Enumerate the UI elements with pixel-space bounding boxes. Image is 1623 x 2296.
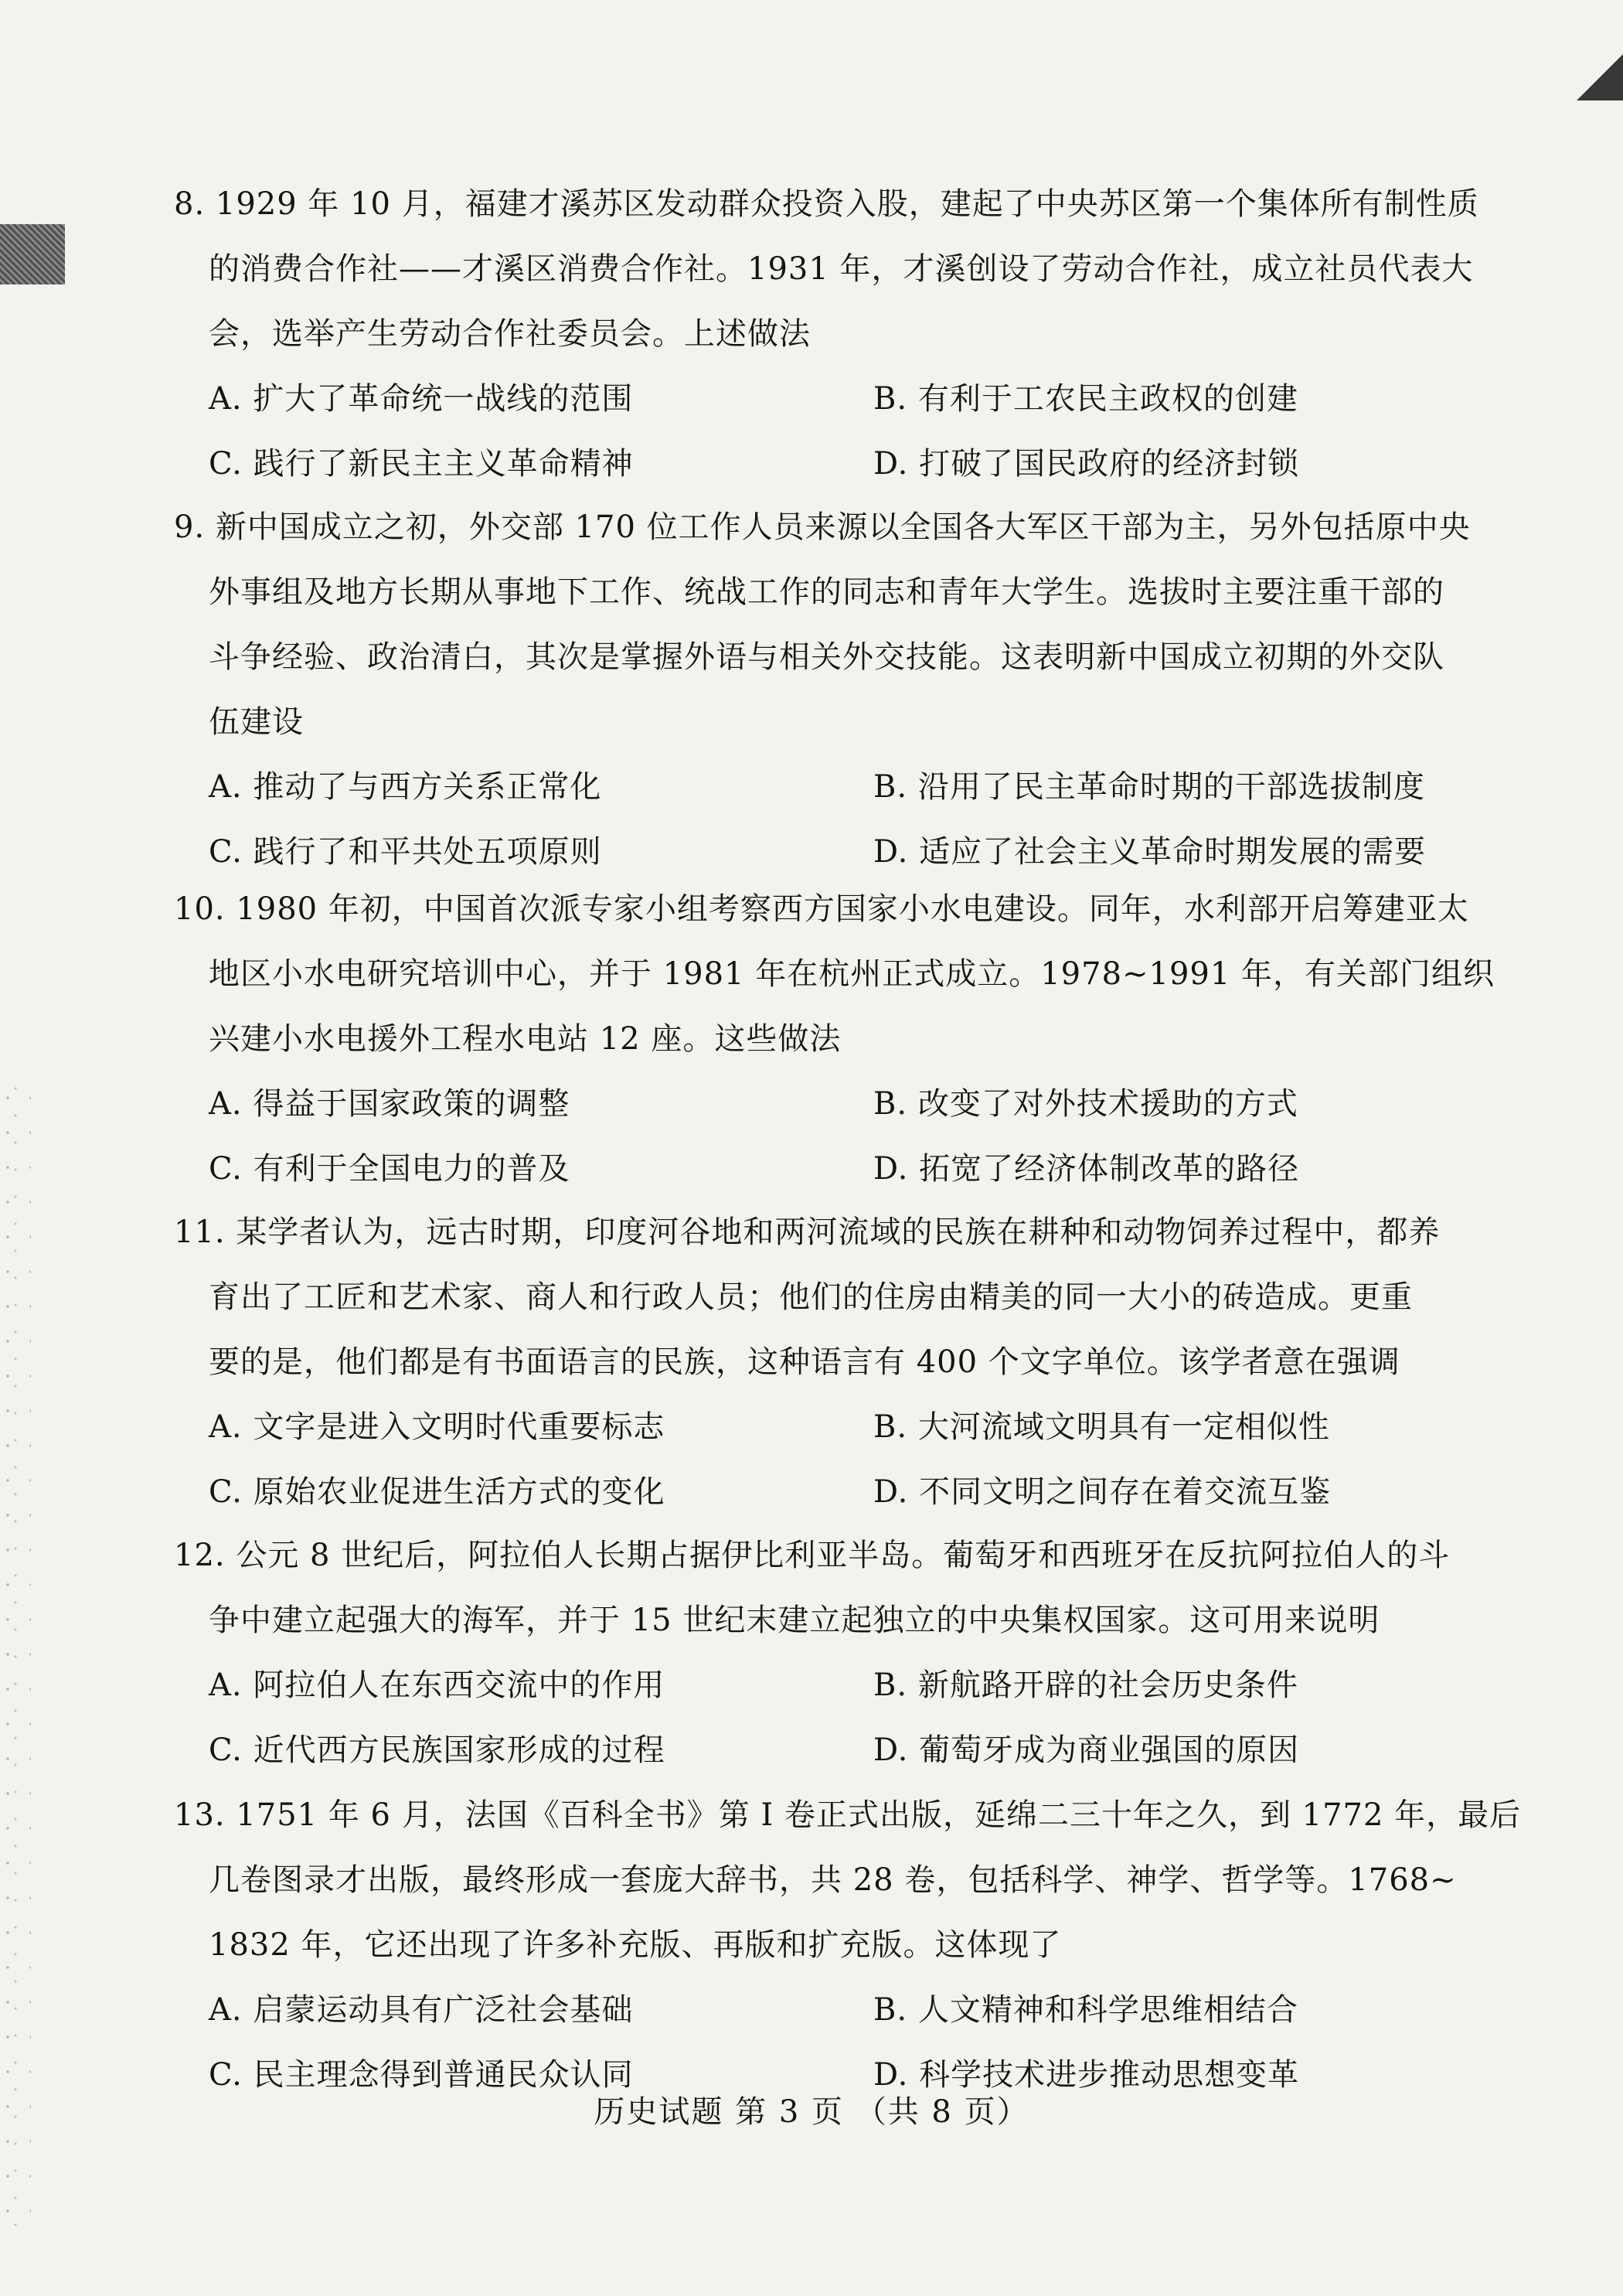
question-text-line: 兴建小水电援外工程水电站 12 座。这些做法 [209, 1021, 842, 1057]
question-text-line: 外事组及地方长期从事地下工作、统战工作的同志和青年大学生。选拔时主要注重干部的 [209, 574, 1444, 610]
question-text-line: 要的是，他们都是有书面语言的民族，这种语言有 400 个文字单位。该学者意在强调 [209, 1344, 1400, 1380]
scan-artifact [0, 1082, 31, 2242]
question-8 [174, 172, 1519, 496]
option-c: C. 近代西方民族国家形成的过程 [209, 1732, 665, 1768]
option-c: C. 践行了和平共处五项原则 [209, 834, 602, 870]
question-text-line: 育出了工匠和艺术家、商人和行政人员；他们的住房由精美的同一大小的砖造成。更重 [209, 1279, 1413, 1315]
scan-artifact [1577, 54, 1623, 100]
question-11 [174, 1200, 1519, 1524]
question-text-line: 几卷图录才出版，最终形成一套庞大辞书，共 28 卷，包括科学、神学、哲学等。1768~ [209, 1862, 1457, 1898]
question-text-line: 13. 1751 年 6 月，法国《百科全书》第 I 卷正式出版，延绵二三十年之久，到 1772 年，最后 [174, 1797, 1522, 1833]
question-text-line: 8. 1929 年 10 月，福建才溪苏区发动群众投资入股，建起了中央苏区第一个集体所有制性质 [174, 186, 1479, 222]
option-d: D. 适应了社会主义革命时期发展的需要 [873, 834, 1427, 870]
option-b: B. 有利于工农民主政权的创建 [873, 381, 1298, 417]
option-a: A. 阿拉伯人在东西交流中的作用 [209, 1667, 665, 1703]
option-b: B. 人文精神和科学思维相结合 [873, 1992, 1298, 2028]
question-text-line: 斗争经验、政治清白，其次是掌握外语与相关外交技能。这表明新中国成立初期的外交队 [209, 639, 1444, 675]
option-b: B. 大河流域文明具有一定相似性 [873, 1409, 1330, 1445]
option-b: B. 沿用了民主革命时期的干部选拔制度 [873, 769, 1425, 805]
question-text-line: 10. 1980 年初，中国首次派专家小组考察西方国家小水电建设。同年，水利部开启筹建亚太 [174, 891, 1469, 927]
question-text-line: 争中建立起强大的海军，并于 15 世纪末建立起独立的中央集权国家。这可用来说明 [209, 1603, 1380, 1638]
question-text-line: 会，选举产生劳动合作社委员会。上述做法 [209, 316, 811, 352]
question-text-line: 地区小水电研究培训中心，并于 1981 年在杭州正式成立。1978~1991 年，有关部门组织 [209, 956, 1495, 992]
option-c: C. 原始农业促进生活方式的变化 [209, 1474, 665, 1510]
question-10 [174, 877, 1519, 1201]
options-grid [174, 755, 1519, 884]
page-footer: 历史试题 第 3 页 （共 8 页） [594, 2094, 1029, 2130]
options-grid [174, 1395, 1519, 1524]
options-grid [174, 1071, 1519, 1201]
option-d: D. 科学技术进步推动思想变革 [873, 2057, 1300, 2093]
question-text-line: 1832 年，它还出现了许多补充版、再版和扩充版。这体现了 [209, 1927, 1062, 1963]
option-a: A. 文字是进入文明时代重要标志 [209, 1409, 665, 1445]
option-a: A. 启蒙运动具有广泛社会基础 [209, 1992, 634, 2028]
option-d: D. 拓宽了经济体制改革的路径 [873, 1151, 1300, 1187]
question-text-line: 伍建设 [209, 704, 304, 740]
option-c: C. 践行了新民主主义革命精神 [209, 446, 634, 482]
question-9 [174, 495, 1519, 884]
option-b: B. 改变了对外技术援助的方式 [873, 1086, 1298, 1122]
question-12 [174, 1523, 1519, 1783]
option-a: A. 扩大了革命统一战线的范围 [209, 381, 634, 417]
option-a: A. 推动了与西方关系正常化 [209, 769, 602, 805]
scan-artifact [0, 224, 65, 284]
question-text-line: 11. 某学者认为，远古时期，印度河谷地和两河流域的民族在耕种和动物饲养过程中，都养 [174, 1214, 1441, 1250]
option-b: B. 新航路开辟的社会历史条件 [873, 1667, 1298, 1703]
option-d: D. 打破了国民政府的经济封锁 [873, 446, 1300, 482]
question-text-line: 的消费合作社——才溪区消费合作社。1931 年，才溪创设了劳动合作社，成立社员代表大 [209, 251, 1474, 287]
option-a: A. 得益于国家政策的调整 [209, 1086, 570, 1122]
option-d: D. 不同文明之间存在着交流互鉴 [873, 1474, 1332, 1510]
question-text-line: 12. 公元 8 世纪后，阿拉伯人长期占据伊比利亚半岛。葡萄牙和西班牙在反抗阿拉伯人的斗 [174, 1538, 1451, 1573]
question-13 [174, 1783, 1522, 2107]
option-c: C. 民主理念得到普通民众认同 [209, 2057, 634, 2093]
option-d: D. 葡萄牙成为商业强国的原因 [873, 1732, 1300, 1768]
question-text-line: 9. 新中国成立之初，外交部 170 位工作人员来源以全国各大军区干部为主，另外包括原中央 [174, 509, 1471, 545]
options-grid [174, 1653, 1519, 1783]
options-grid [174, 366, 1519, 496]
option-c: C. 有利于全国电力的普及 [209, 1151, 570, 1187]
